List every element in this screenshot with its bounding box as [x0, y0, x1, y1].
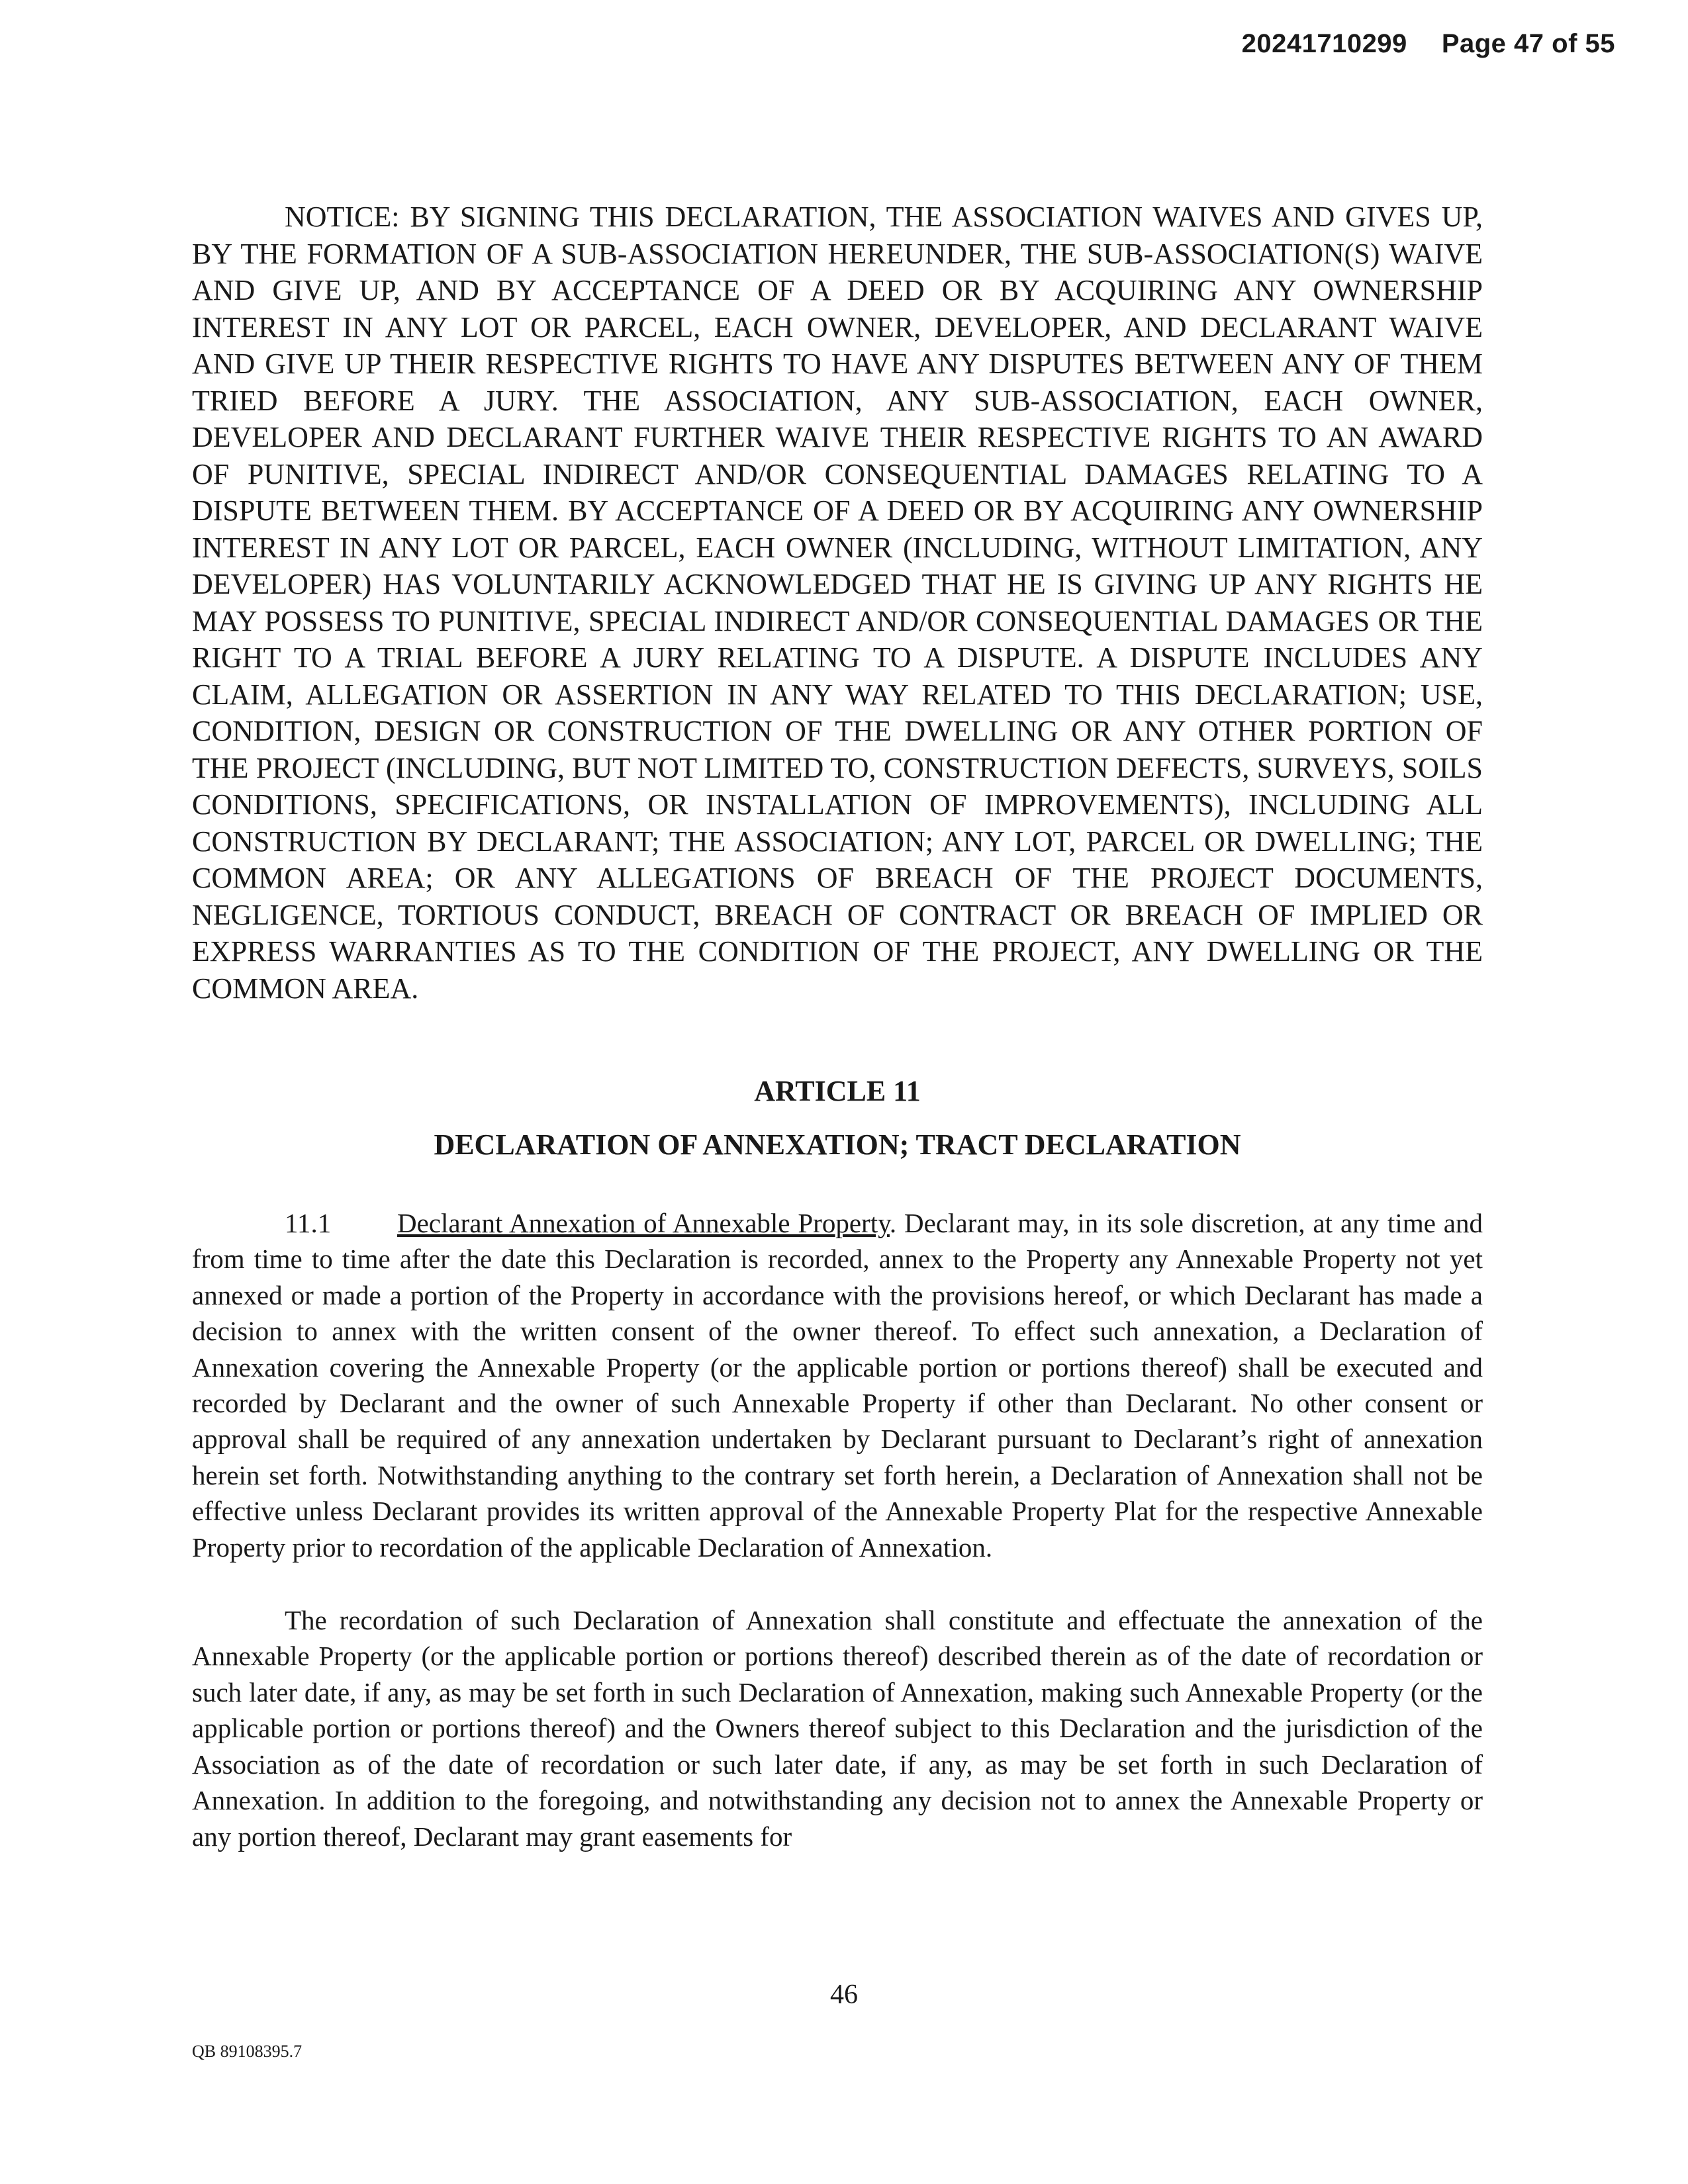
section-11-1 — [192, 1205, 1483, 1565]
section-11-1-paragraph-2: The recordation of such Declaration of Annexation shall constitute and effectuate the annexation of the Annexable Property (or the applicable portion or portions thereof) described therein as of the date of recordation or such later date, if any, as may be set forth in such Declaration of Annexation, making such Annexable Property (or the applicable portion or portions thereof) and the Owners thereof subject to this Declaration and the jurisdiction of the Association as of the date of recordation or such later date, if any, as may be set forth in such Declaration of Annexation. In addition to the foregoing, and notwithstanding any decision not to annex the Annexable Property or any portion thereof, Declarant may grant easements for — [192, 1605, 1483, 1852]
section-body: . Declarant may, in its sole discretion, at any time and from time to time after the date this Declaration is recorded, annex to the Property any Annexable Property not yet annexed or made a portion of the Property in accordance with the provisions hereof, or which Declarant has made a decision to annex with the written consent of the owner thereof. To effect such annexation, a Declaration of Annexation covering the Annexable Property (or the applicable portion or portions thereof) shall be executed and recorded by Declarant and the owner of such Annexable Property if other than Declarant. No other consent or approval shall be required of any annexation undertaken by Declarant pursuant to Declarant’s right of annexation herein set forth. Notwithstanding anything to the contrary set forth herein, a Declaration of Annexation shall not be effective unless Declarant provides its written approval of the Annexable Property Plat for the respective Annexable Property prior to recordation of the applicable Declaration of Annexation. — [192, 1208, 1483, 1563]
page-number: 46 — [830, 1979, 858, 2010]
page-count-label: Page 47 of 55 — [1441, 29, 1615, 58]
recording-stamp — [1242, 29, 1615, 59]
document-id: QB 89108395.7 — [192, 2042, 303, 2061]
article-number: ARTICLE 11 — [754, 1075, 921, 1107]
section-title: Declarant Annexation of Annexable Property — [397, 1208, 890, 1238]
jury-waiver-notice: NOTICE: BY SIGNING THIS DECLARATION, THE ASSOCIATION WAIVES AND GIVES UP, BY THE FORMATION OF A SUB-ASSOCIATION HEREUNDER, THE SUB-ASSOCIATION(S) WAIVE AND GIVE UP, AND BY ACCEPTANCE OF A DEED OR BY ACQUIRING ANY OWNERSHIP INTEREST IN ANY LOT OR PARCEL, EACH OWNER, DEVELOPER, AND DECLARANT WAIVE AND GIVE UP THEIR RESPECTIVE RIGHTS TO HAVE ANY DISPUTES BETWEEN ANY OF THEM TRIED BEFORE A JURY. THE ASSOCIATION, ANY SUB-ASSOCIATION, EACH OWNER, DEVELOPER AND DECLARANT FURTHER WAIVE THEIR RESPECTIVE RIGHTS TO AN AWARD OF PUNITIVE, SPECIAL INDIRECT AND/OR CONSEQUENTIAL DAMAGES RELATING TO A DISPUTE BETWEEN THEM. BY ACCEPTANCE OF A DEED OR BY ACQUIRING ANY OWNERSHIP INTEREST IN ANY LOT OR PARCEL, EACH OWNER (INCLUDING, WITHOUT LIMITATION, ANY DEVELOPER) HAS VOLUNTARILY ACKNOWLEDGED THAT HE IS GIVING UP ANY RIGHTS HE MAY POSSESS TO PUNITIVE, SPECIAL INDIRECT AND/OR CONSEQUENTIAL DAMAGES OR THE RIGHT TO A TRIAL BEFORE A JURY RELATING TO A DISPUTE. A DISPUTE INCLUDES ANY CLAIM, ALLEGATION OR ASSERTION IN ANY WAY RELATED TO THIS DECLARATION; USE, CONDITION, DESIGN OR CONSTRUCTION OF THE DWELLING OR ANY OTHER PORTION OF THE PROJECT (INCLUDING, BUT NOT LIMITED TO, CONSTRUCTION DEFECTS, SURVEYS, SOILS CONDITIONS, SPECIFICATIONS, OR INSTALLATION OF IMPROVEMENTS), INCLUDING ALL CONSTRUCTION BY DECLARANT; THE ASSOCIATION; ANY LOT, PARCEL OR DWELLING; THE COMMON AREA; OR ANY ALLEGATIONS OF BREACH OF THE PROJECT DOCUMENTS, NEGLIGENCE, TORTIOUS CONDUCT, BREACH OF CONTRACT OR BREACH OF IMPLIED OR EXPRESS WARRANTIES AS TO THE CONDITION OF THE PROJECT, ANY DWELLING OR THE COMMON AREA. — [192, 201, 1483, 1005]
record-number: 20241710299 — [1241, 29, 1407, 58]
document-body — [192, 199, 1483, 1854]
section-number: 11.1 — [285, 1208, 332, 1238]
article-title: DECLARATION OF ANNEXATION; TRACT DECLARATION — [434, 1128, 1241, 1161]
